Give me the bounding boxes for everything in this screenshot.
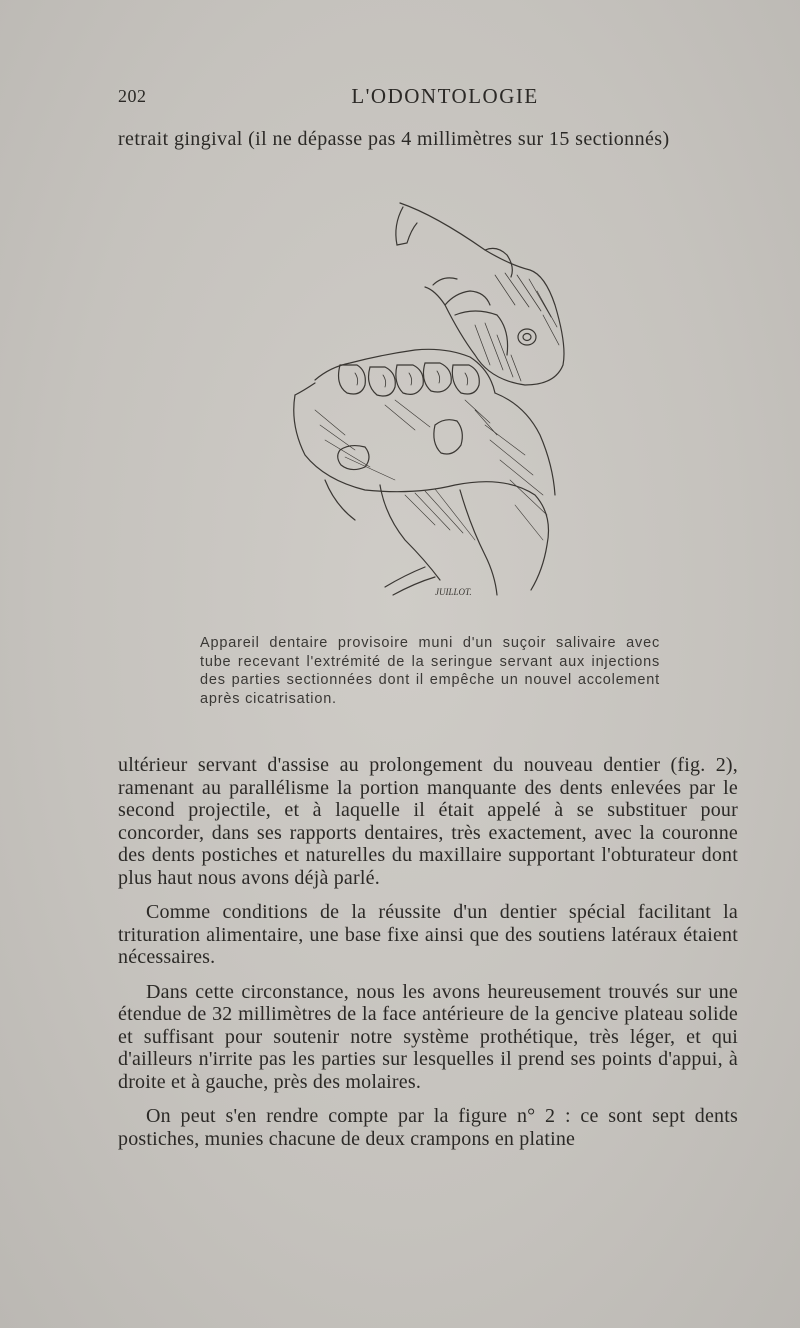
running-title: L'ODONTOLOGIE — [351, 84, 539, 108]
paragraph-4: On peut s'en rendre compte par la figure n° 2 : ce sont sept dents postiches, munies chacune de deux crampons en platine — [118, 1105, 738, 1150]
page-number: 202 — [118, 86, 147, 106]
paragraph-3: Dans cette circonstance, nous les avons heureusement trouvés sur une étendue de 32 millimètres de la face antérieure de la gencive plateau solide et suffisant pour soutenir notre système prothétique, très léger, et qui d'ailleurs n'irrite pas les parties sur lesquelles il prend ses points d'appui, à droite et à gauche, près des molaires. — [118, 980, 738, 1093]
continued-text-line: retrait gingival (il ne dépasse pas 4 millimètres sur 15 sectionnés) — [118, 128, 670, 150]
page-header — [118, 84, 738, 110]
paragraph-1: ultérieur servant d'assise au prolongement du nouveau dentier (fig. 2), ramenant au parallélisme la portion manquante des dents enlevées par le second projectile, et à laquelle il était appelé à se substituer pour concorder, dans ses rapports dentaires, très exactement, avec la couronne des dents postiches et naturelles du maxillaire supportant l'obturateur dont plus haut nous avons déjà parlé. — [118, 754, 738, 889]
engraver-signature: JUILLOT. — [435, 587, 472, 597]
engraving-drawing — [285, 195, 575, 605]
dental-appliance-illustration — [285, 195, 575, 605]
paragraph-2: Comme conditions de la réussite d'un dentier spécial facilitant la trituration alimentaire, une base fixe ainsi que des soutiens latéraux étaient nécessaires. — [118, 901, 738, 968]
figure-caption: Appareil dentaire provisoire muni d'un suçoir salivaire avec tube recevant l'extrémité de la seringue servant aux injections des parties sectionnées dont il empêche un nouvel accolement après cicatrisation. — [200, 635, 660, 707]
body-text — [118, 754, 738, 1162]
